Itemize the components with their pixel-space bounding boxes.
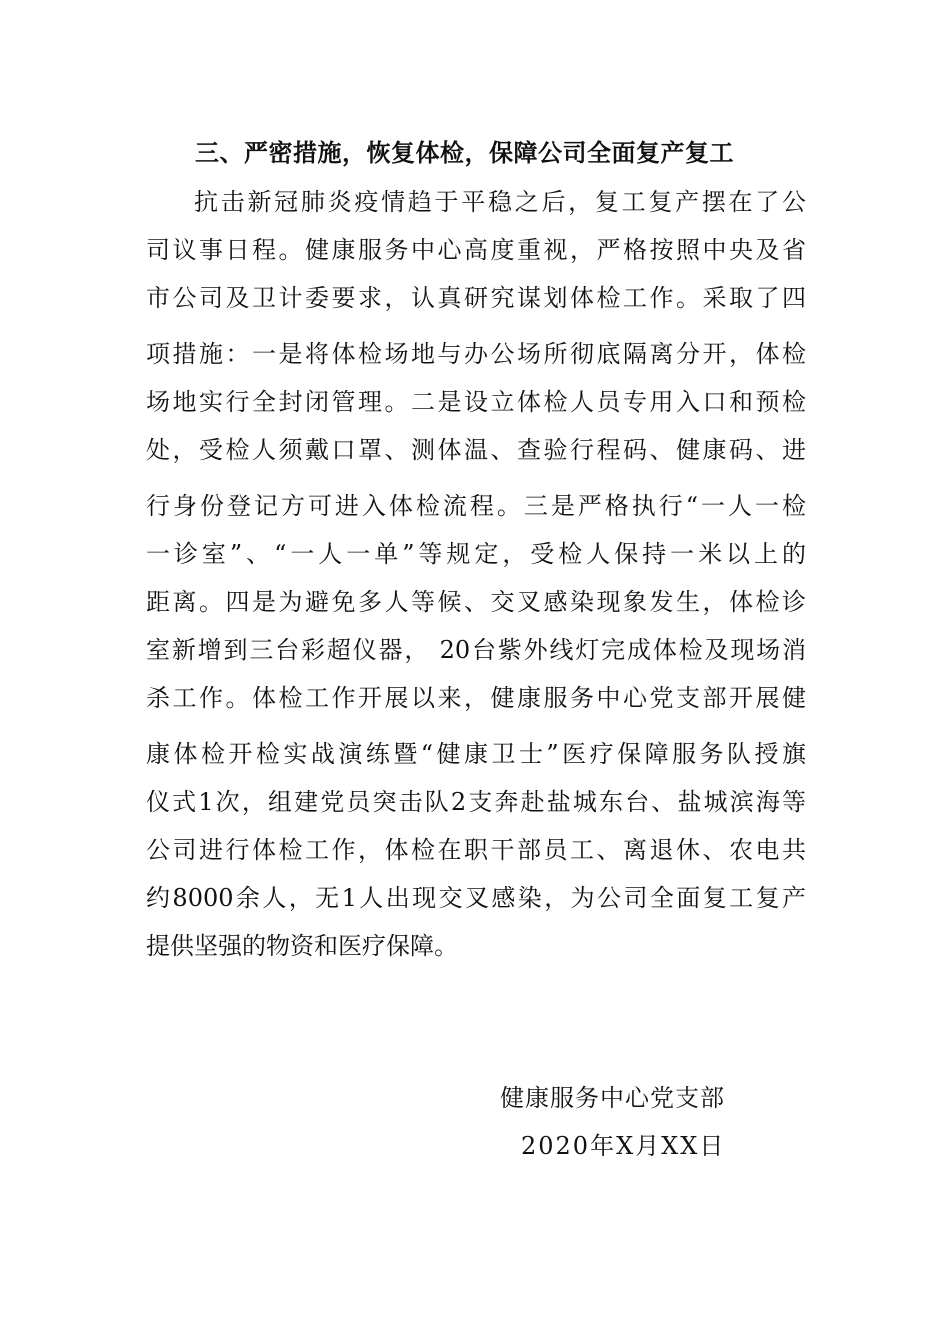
paragraph-line: 公司进行体检工作，体检在职干部员工、离退休、农电共 (146, 836, 806, 864)
paragraph-line: 杀工作。体检工作开展以来，健康服务中心党支部开展健 (146, 684, 806, 712)
paragraph-line: 提供坚强的物资和医疗保障。 (146, 932, 458, 960)
paragraph-line: 室新增到三台彩超仪器， 20台紫外线灯完成体检及现场消 (146, 636, 806, 664)
section-heading: 三、严密措施，恢复体检，保障公司全面复产复工 (195, 139, 734, 167)
paragraph-line: 仪式1次，组建党员突击队2支奔赴盐城东台、盐城滨海等 (146, 788, 806, 816)
paragraph-line: 行身份登记方可进入体检流程。三是严格执行“一人一检 (146, 492, 806, 520)
paragraph-line: 市公司及卫计委要求，认真研究谋划体检工作。采取了四 (146, 284, 806, 312)
paragraph-line: 约8000余人，无1人出现交叉感染，为公司全面复工复产 (146, 884, 806, 912)
signature: 健康服务中心党支部 (500, 1084, 725, 1112)
paragraph-line: 项措施：一是将体检场地与办公场所彻底隔离分开，体检 (146, 340, 806, 368)
paragraph-line: 场地实行全封闭管理。二是设立体检人员专用入口和预检 (146, 388, 806, 416)
signature-date: 2020年X月XX日 (521, 1132, 726, 1160)
paragraph-line: 距离。四是为避免多人等候、交叉感染现象发生，体检诊 (146, 588, 806, 616)
paragraph-line: 一诊室”、“一人一单”等规定，受检人保持一米以上的 (146, 540, 806, 568)
paragraph-line: 处，受检人须戴口罩、测体温、查验行程码、健康码、进 (146, 436, 806, 464)
paragraph-line: 司议事日程。健康服务中心高度重视，严格按照中央及省 (146, 236, 806, 264)
paragraph-line: 康体检开检实战演练暨“健康卫士”医疗保障服务队授旗 (146, 740, 806, 768)
paragraph-line: 抗击新冠肺炎疫情趋于平稳之后，复工复产摆在了公 (194, 188, 806, 216)
